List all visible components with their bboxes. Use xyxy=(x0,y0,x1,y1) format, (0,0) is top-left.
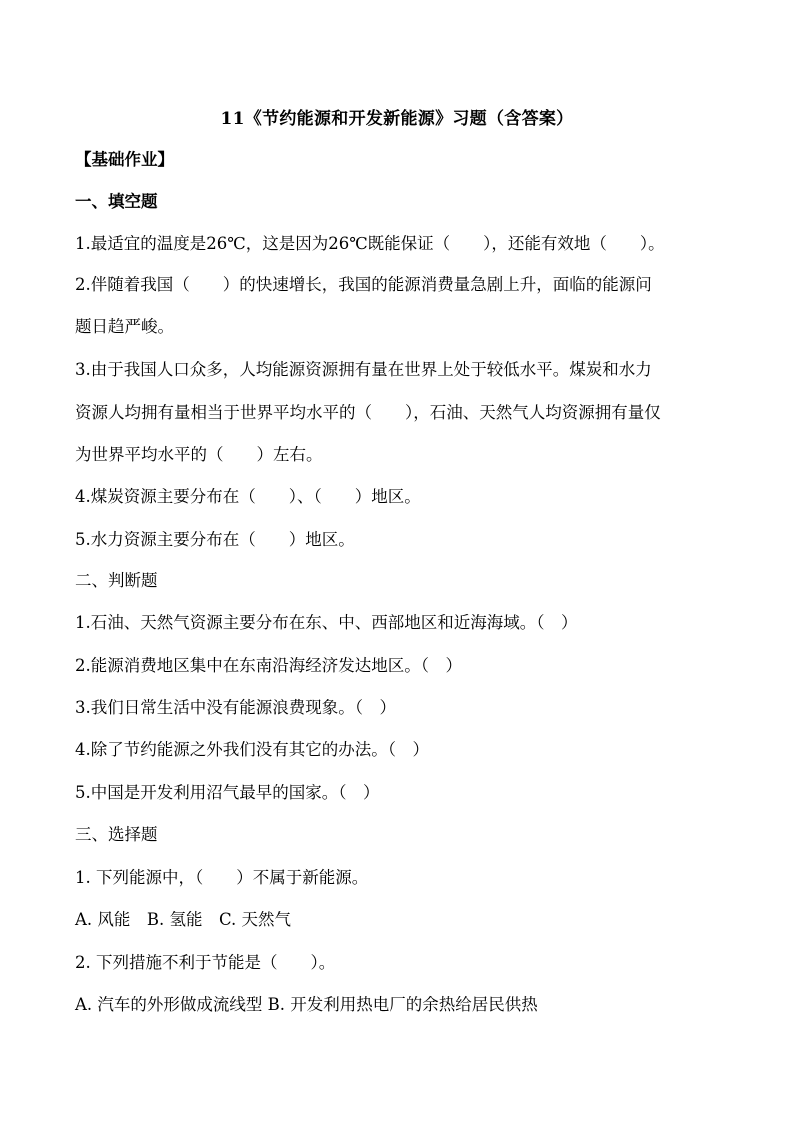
fill-question-5: 5.水力资源主要分布在（ ）地区。 xyxy=(75,530,355,549)
document-title: 11《节约能源和开发新能源》习题（含答案） xyxy=(220,109,574,129)
judge-heading: 二、判断题 xyxy=(75,571,158,590)
judge-question-2: 2.能源消费地区集中在东南沿海经济发达地区。（ ） xyxy=(75,656,462,675)
judge-question-1: 1.石油、天然气资源主要分布在东、中、西部地区和近海海域。（ ） xyxy=(75,613,578,632)
judge-question-5: 5.中国是开发利用沼气最早的国家。（ ） xyxy=(75,783,380,802)
fill-question-4: 4.煤炭资源主要分布在（ ）、（ ）地区。 xyxy=(75,487,421,506)
fill-question-2-line-2: 题日趋严峻。 xyxy=(75,317,174,336)
section-basic-heading: 【基础作业】 xyxy=(75,150,174,169)
choice-question-2-options: A. 汽车的外形做成流线型 B. 开发利用热电厂的余热给居民供热 xyxy=(75,995,538,1014)
choice-question-2: 2. 下列措施不利于节能是（ ）。 xyxy=(75,953,336,972)
choice-heading: 三、选择题 xyxy=(75,825,158,844)
fill-question-1: 1.最适宜的温度是26℃，这是因为26℃既能保证（ ），还能有效地（ ）。 xyxy=(75,234,665,253)
fill-question-3-line-1: 3.由于我国人口众多，人均能源资源拥有量在世界上处于较低水平。煤炭和水力 xyxy=(75,360,652,379)
fill-blank-heading: 一、填空题 xyxy=(75,192,158,211)
judge-question-3: 3.我们日常生活中没有能源浪费现象。（ ） xyxy=(75,698,396,717)
choice-question-1: 1. 下列能源中，（ ）不属于新能源。 xyxy=(75,868,369,887)
judge-question-4: 4.除了节约能源之外我们没有其它的办法。（ ） xyxy=(75,740,429,759)
choice-question-1-options: A. 风能 B. 氢能 C. 天然气 xyxy=(75,910,292,929)
fill-question-2-line-1: 2.伴随着我国（ ）的快速增长，我国的能源消费量急剧上升，面临的能源问 xyxy=(75,275,652,294)
fill-question-3-line-2: 资源人均拥有量相当于世界平均水平的（ ），石油、天然气人均资源拥有量仅 xyxy=(75,403,661,422)
fill-question-3-line-3: 为世界平均水平的（ ）左右。 xyxy=(75,445,323,464)
